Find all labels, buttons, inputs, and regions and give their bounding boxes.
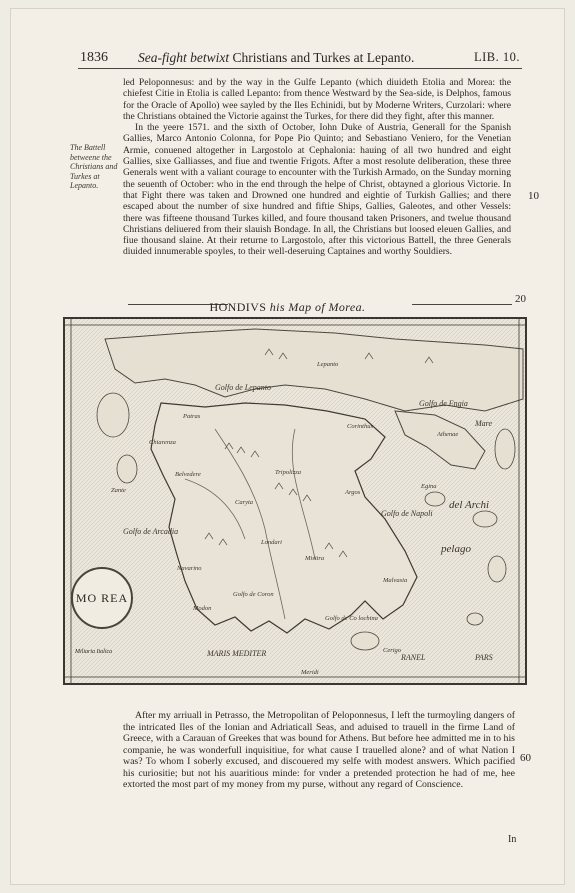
island-east-1 xyxy=(473,511,497,527)
closing-paragraph xyxy=(123,710,515,791)
label-arcadia: Golfo de Arcadia xyxy=(123,527,179,536)
margin-note: The Battell betweene the Christians and Turkes at Lepanto. xyxy=(70,143,118,190)
island-cephalonia xyxy=(97,393,129,437)
label-pars: PARS xyxy=(475,653,493,662)
island-zante xyxy=(117,455,137,483)
map-cartouche: MO REA xyxy=(71,567,133,629)
label-egina: Egina xyxy=(421,483,437,490)
label-patras: Patras xyxy=(183,413,201,420)
label-navarino: Navarino xyxy=(177,565,202,572)
catchword: In xyxy=(508,834,517,845)
label-tripolizza: Tripolizza xyxy=(275,469,302,476)
map-title xyxy=(0,300,575,315)
label-colochina: Golfo de Co lochina xyxy=(325,615,378,622)
running-header xyxy=(80,50,520,70)
label-athenae: Athenae xyxy=(437,431,459,438)
book-number: LIB. 10. xyxy=(473,50,520,64)
main-text xyxy=(123,77,511,258)
line-number-60: 60 xyxy=(520,752,531,764)
map-of-morea xyxy=(63,317,527,685)
label-caryta: Caryta xyxy=(235,499,254,506)
label-londari: Londari xyxy=(261,539,282,546)
island-north xyxy=(495,429,515,469)
running-title-roman: Christians and Turkes at Lepanto. xyxy=(232,50,415,65)
label-misitra: Misitra xyxy=(305,555,325,562)
label-napoli: Golfo de Napoli xyxy=(381,509,433,518)
line-number-20: 20 xyxy=(515,293,526,305)
map-title-rest: his Map of Morea. xyxy=(266,300,366,314)
island-egina xyxy=(425,492,445,506)
label-modon: Modon xyxy=(193,605,212,612)
page-number: 1836 xyxy=(80,50,108,65)
label-argos: Argos xyxy=(345,489,361,496)
label-archi: del Archi xyxy=(449,499,490,511)
line-number-10: 10 xyxy=(528,190,539,202)
scale-label: Miliaria Italica xyxy=(75,649,113,655)
island-cerigo xyxy=(351,632,379,650)
label-gulf-lepanto: Golfo de Lepanto xyxy=(215,383,271,392)
label-chiarenza: Chiarenza xyxy=(149,439,176,446)
map-title-caps: HONDIVS xyxy=(209,300,267,314)
label-belvedere: Belvedere xyxy=(175,471,201,478)
label-pelago: pelago xyxy=(441,543,471,555)
label-meridi: Meridi xyxy=(301,669,319,676)
paragraph: In the yeere 1571. and the sixth of October, Iohn Duke of Austria, Generall for the Spanish Gallies, Marco Antonio Colonna, for Pope Pio Quinto; and Sebastiano Veniero, for the Venetian Armie, conuened altogether in Largostolo at Cephalonia: hauing of all two hundred and eight Gallies, sixe Galliasses, and fiue and twentie Frigots. After a most resolute deliberation, these three Generals went with a valiant courage to encounter with the Turkish Armado, on the Sunday morning the seuenth of October: who in the end through the helpe of Christ, obtayned a glorious Victorie. In that Fight there was taken and Drowned one hundred and eightie of Turkish Gallies; and there escaped about the number of sixe hundred and fiftie Ships, Gallies, Galeotes, and other Vessels: there was fifteene thousand Turkes killed, and foure thousand taken Prisoners, and twelue thousand Christians deliuered from their slauish Bondage. In all, the Christians but loosed eleuen Gallies, and fiue thousand slaine. At their returne to Largostolo, after this victorious Battell, the three Generals diuided innumerable spoyles, to their well-deseruing Captaines and worthy Souldiers. xyxy=(123,122,511,258)
label-lepanto: Lepanto xyxy=(317,361,339,368)
header-rule xyxy=(78,68,522,69)
paragraph: After my arriuall in Petrasso, the Metropolitan of Peloponnesus, I left the turmoyling dangers of the intricated Iles of the Ionian and Adriaticall Seas, and aduised to trauell in the firme Land of Greece, with a Carauan of Greekes that was bound for Athens. But before hee admitted me in to his companie, he was wonderfull inquisitiue, for what cause I trauelled alone? and of what Nation I was? To whom I soberly excused, and discouered my selfe with modest answers. Which pacified his curiositie; but not his auaritious minde: for vnder a pretended protection he had of me, hee extorted the most part of my money from my purse, without any regard of Conscience. xyxy=(123,710,515,790)
island-east-2 xyxy=(488,556,506,582)
paragraph: led Peloponnesus: and by the way in the Gulfe Lepanto (which diuideth Etolia and Morea: the chiefest Citie in Etolia is called Lepanto: from thence Westward by the Sea-side, is Delphos, famous for the Oracle of Apollo) wee sayled by the Iles Echinidi, but by Moderne Writers, Curzolari: where the Christians obtained the Victorie against the Turkes, for there did they fight, after this manner. xyxy=(123,77,511,122)
label-corinth: Corinthus xyxy=(347,423,374,430)
label-ranel: RANEL xyxy=(401,653,426,662)
island-east-3 xyxy=(467,613,483,625)
label-engia: Golfo de Engia xyxy=(419,399,468,408)
label-cerigo: Cerigo xyxy=(383,647,402,654)
label-maris: MARIS MEDITER xyxy=(207,649,267,658)
label-mare: Mare xyxy=(475,419,493,428)
running-title-italic: Sea-fight betwixt xyxy=(138,50,233,65)
label-coron: Golfo de Coron xyxy=(233,591,274,598)
running-title xyxy=(138,50,414,66)
label-zante: Zante xyxy=(111,487,126,494)
label-malvasia: Malvasia xyxy=(383,577,408,584)
